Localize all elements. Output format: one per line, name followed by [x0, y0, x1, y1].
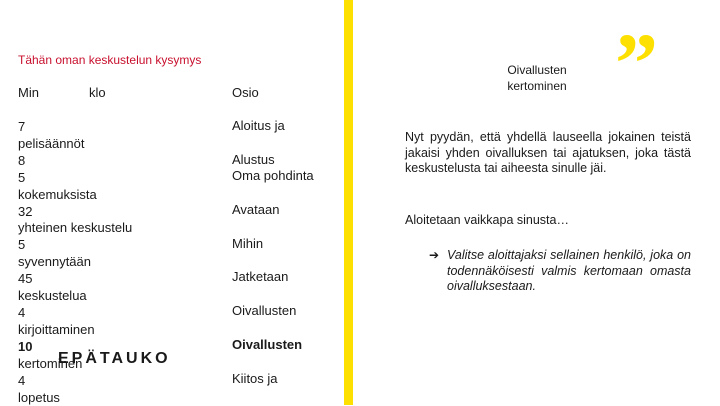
- yellow-divider: [344, 0, 353, 405]
- quote-mark-icon: ”: [615, 20, 658, 106]
- bullet-text: Valitse aloittajaksi sellainen henkilö, joka on todennäköisesti valmis kertomaan omasta oivalluksestaan.: [447, 248, 691, 295]
- program-line: kokemuksista: [18, 187, 132, 204]
- break-label: EPÄTAUKO: [58, 350, 171, 368]
- section-label: Oivallusten: [232, 303, 296, 319]
- program-line: 5: [18, 237, 132, 254]
- header-min: Min: [18, 85, 39, 100]
- program-line: 45: [18, 271, 132, 288]
- program-line: keskustelua: [18, 288, 132, 305]
- program-line: 32: [18, 204, 132, 221]
- section-label-current: Oivallusten: [232, 337, 302, 353]
- program-line: kirjoittaminen: [18, 322, 132, 339]
- program-line: kertominen: [18, 356, 132, 373]
- program-line: pelisäännöt: [18, 136, 132, 153]
- program-line: syvennytään: [18, 254, 132, 271]
- header-osio: Osio: [232, 85, 259, 100]
- instruction-paragraph: Nyt pyydän, että yhdellä lauseella jokainen teistä jakaisi yhden oivalluksen tai ajatuksen, joka tästä keskustelusta tai aiheesta sinulle jäi.: [405, 130, 691, 177]
- section-label: Kiitos ja: [232, 371, 278, 387]
- section-label: Oma pohdinta: [232, 168, 314, 184]
- program-line: 4: [18, 305, 132, 322]
- right-panel: [353, 0, 720, 405]
- program-line: 4: [18, 373, 132, 390]
- program-line: 10: [18, 339, 132, 356]
- section-label: Mihin: [232, 236, 263, 252]
- program-line: 5: [18, 170, 132, 187]
- slide-question-title: Tähän oman keskustelun kysymys: [18, 53, 201, 67]
- section-label: Avataan: [232, 202, 279, 218]
- program-line: lopetus: [18, 390, 132, 406]
- program-line: 8: [18, 153, 132, 170]
- arrow-bullet-icon: ➔: [429, 248, 442, 262]
- section-label: Aloitus ja: [232, 118, 285, 134]
- left-panel: [0, 0, 344, 405]
- program-line: yhteinen keskustelu: [18, 220, 132, 237]
- instruction-paragraph-start: Aloitetaan vaikkapa sinusta…: [405, 213, 691, 229]
- section-title: Oivallusten kertominen: [487, 62, 587, 94]
- header-klo: klo: [89, 85, 106, 100]
- section-label: Alustus: [232, 152, 275, 168]
- section-label: Jatketaan: [232, 269, 288, 285]
- program-line: 7: [18, 119, 132, 136]
